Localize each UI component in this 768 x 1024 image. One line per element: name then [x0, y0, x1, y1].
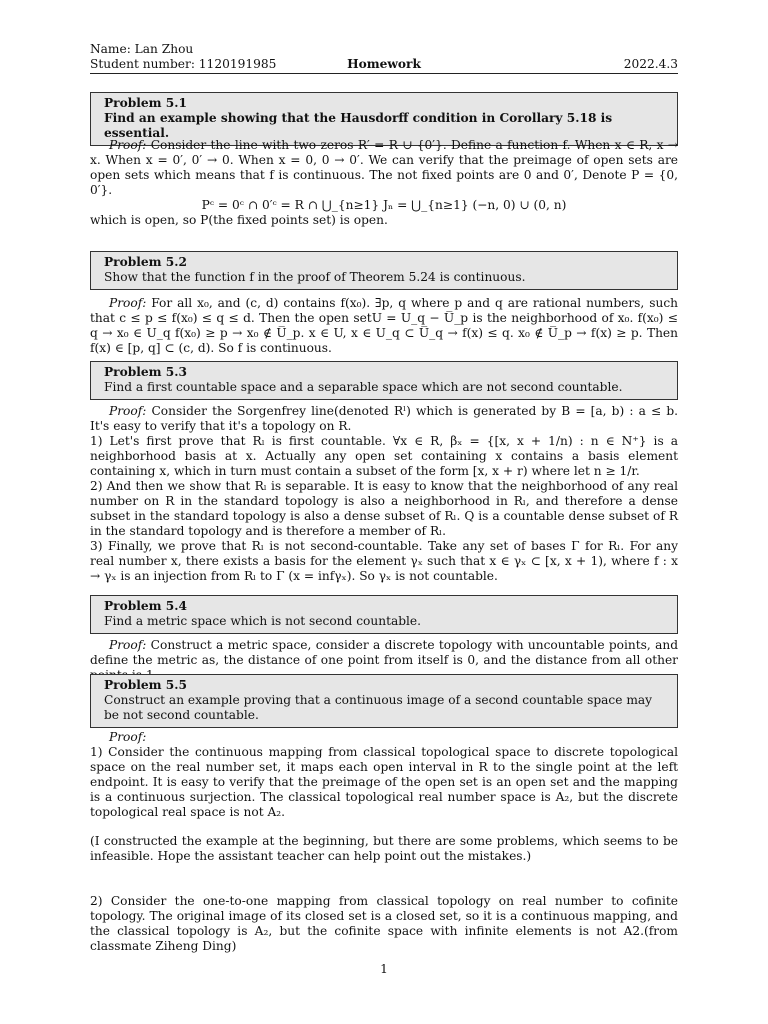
- proof-paragraph: 2) And then we show that Rₗ is separable. It is easy to know that the neighborhood of any real number on R in the standard topology is also a neighborhood in Rₗ, and therefore a dense subset in the standard topology is also a dense subset of Rₗ. Q is a countable dense subset of R in the standard topology and is therefore a member of Rₗ.: [90, 479, 678, 538]
- problem-statement: [104, 111, 664, 141]
- proof-5-1: [90, 138, 678, 228]
- problem-title: Problem 5.1: [104, 96, 187, 110]
- proof-paragraph: 1) Consider the continuous mapping from classical topological space to discrete topological space on the real number set, it maps each open interval in R to the single point at the left endpoint. It is easy to verify that the preimage of the open set is an open set and the mapping is a continuous surjection. The classical topological real number space is A₂, but the discrete topological real space is not A₂.: [90, 745, 678, 819]
- proof-paragraph: 3) Finally, we prove that Rₗ is not second-countable. Take any set of bases Γ for Rₗ. For any real number x, there exists a basis for the element γₓ such that x ∈ γₓ ⊂ [x, x + 1), where f : x → γₓ is an injection from Rₗ to Γ (x = infγₓ). So γₓ is not countable.: [90, 539, 678, 583]
- problem-title: Problem 5.2: [104, 255, 187, 269]
- problem-text: Find an example showing that the Hausdorff condition in Corollary 5.18 is essential.: [104, 111, 613, 140]
- problem-text: Show that the function f in the proof of Theorem 5.24 is continuous.: [104, 270, 526, 284]
- proof-paragraph: which is open, so P(the fixed points set) is open.: [90, 213, 388, 227]
- proof-label: Proof:: [109, 404, 147, 418]
- proof-label: Proof:: [109, 638, 147, 652]
- page-number: 1: [380, 962, 388, 976]
- problem-text: Find a metric space which is not second countable.: [104, 614, 422, 628]
- proof-paragraph: 1) Let's first prove that Rₗ is first countable. ∀x ∈ R, βₓ = {[x, x + 1/n) : n ∈ N⁺} is a neighborhood basis at x. Actually any open set containing x contains a basis element containing x, which in turn must contain a subset of the form [x, x + r) where let n ≥ 1/r.: [90, 434, 678, 478]
- problem-box-5-2: [90, 251, 678, 290]
- page-title: Homework: [347, 57, 421, 71]
- problem-title: Problem 5.4: [104, 599, 187, 613]
- proof-text: Consider the Sorgenfrey line(denoted Rˡ) which is generated by B = [a, b) : a ≤ b. It's easy to verify that it's a topology on R.: [90, 404, 678, 433]
- problem-text: Construct an example proving that a continuous image of a second countable space may be not second countable.: [104, 693, 653, 722]
- problem-box-5-4: [90, 595, 678, 634]
- proof-5-2: [90, 296, 678, 356]
- proof-5-3: [90, 404, 678, 584]
- proof-paragraph: [90, 296, 678, 356]
- proof-paragraph: [90, 404, 678, 434]
- problem-box-5-5: [90, 674, 678, 728]
- problem-box-5-3: [90, 361, 678, 400]
- proof-label: Proof:: [109, 296, 147, 310]
- proof-text: Consider the line with two zeros R′ = R ∪ {0′}. Define a function f. When x ∈ R, x → x. When x = 0′, 0′ → 0. When x = 0, 0 → 0′. We can verify that the preimage of open sets are open sets which means that f is continuous. The not fixed points are 0 and 0′, Denote P = {0, 0′}.: [90, 138, 679, 197]
- header-rule: [90, 73, 678, 74]
- student-number: Student number: 1120191985: [90, 57, 277, 71]
- proof-text: Construct a metric space, consider a discrete topology with uncountable points, and define the metric as, the distance of one point from itself is 0, and the distance from all other: [90, 638, 679, 667]
- proof-paragraph: [90, 138, 678, 198]
- problem-statement: [104, 380, 664, 395]
- problem-statement: [104, 693, 664, 723]
- problem-text: Find a first countable space and a separable space which are not second countable.: [104, 380, 623, 394]
- problem-statement: [104, 614, 664, 629]
- problem-title: Problem 5.3: [104, 365, 187, 379]
- problem-title: Problem 5.5: [104, 678, 187, 692]
- proof-5-5: [90, 730, 678, 954]
- proof-label: Proof:: [109, 138, 147, 152]
- proof-label: Proof:: [109, 730, 147, 744]
- display-equation: Pᶜ = 0ᶜ ∩ 0′ᶜ = R ∩ ⋃_{n≥1} Jₙ = ⋃_{n≥1} (−n, 0) ∪ (0, n): [201, 198, 567, 212]
- document-page: [90, 40, 679, 976]
- page-header: [90, 40, 678, 72]
- proof-text: For all x₀, and (c, d) contains f(x₀). ∃p, q where p and q are rational numbers, such that c ≤ p ≤ f(x₀) ≤ q ≤ d. Then the open setU = U_q − U̅_p is the neighborhood of x₀. f(x₀) ≤ q → x₀ ∈ U_q f(x₀) ≥ p → x₀ ∉ U̅_p. x ∈ U, x ∈ U_q ⊂ U̅_q → f(x) ≤ q. x₀ ∉ U̅_p → f(x) ≥ p. Then f(x) ∈ [p, q] ⊂ (c, d). So f is continuous.: [90, 296, 678, 355]
- proof-paragraph: (I constructed the example at the beginning, but there are some problems, which seems to be infeasible. Hope the assistant teacher can help point out the mistakes.): [90, 834, 678, 863]
- page-date: 2022.4.3: [623, 57, 678, 71]
- problem-statement: [104, 270, 664, 285]
- proof-paragraph: 2) Consider the one-to-one mapping from classical topology on real number to cofinite topology. The original image of its closed set is a closed set, so it is a continuous mapping, and the classical topology is A₂, but the cofinite space with infinite elements is not A2.(from classmate Ziheng Ding): [90, 894, 678, 953]
- student-name: Name: Lan Zhou: [90, 42, 194, 56]
